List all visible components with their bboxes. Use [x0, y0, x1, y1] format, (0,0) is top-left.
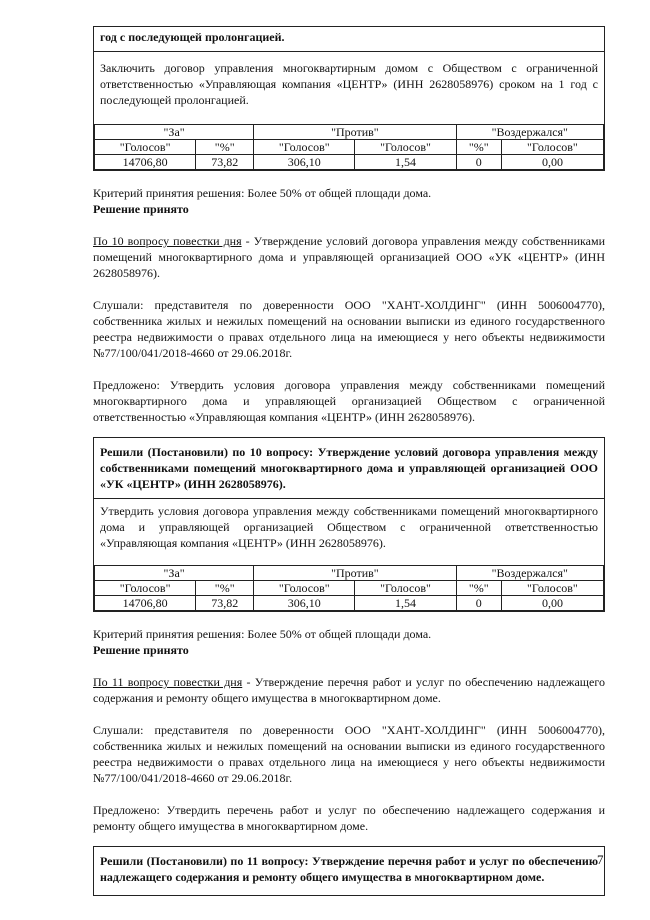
vote-value: 14706,80 [95, 596, 196, 611]
vote-group-abstain: "Воздержался" [456, 125, 603, 140]
vote-table-q9 [94, 124, 604, 170]
document-page [93, 26, 605, 896]
agenda-lead-q10: По 10 вопросу повестки дня [93, 234, 242, 248]
proposed-q11: Предложено: Утвердить перечень работ и услуг по обеспечению надлежащего содержания и ремонту общего имущества в многоквартирном доме. [93, 803, 605, 833]
vote-value: 73,82 [196, 596, 254, 611]
vote-subheader: "Голосов" [95, 140, 196, 155]
resolution-heading-q9: год с последующей пролонгацией. [100, 30, 285, 44]
vote-group-abstain: "Воздержался" [456, 566, 603, 581]
decision-q10: Решение принято [93, 643, 189, 657]
vote-subheader: "%" [196, 140, 254, 155]
resolution-box-q11 [93, 846, 605, 896]
heard-q11: Слушали: представителя по доверенности ООО "ХАНТ-ХОЛДИНГ" (ИНН 5006004770), собственника жилых и нежилых помещений на основании выписки из единого государственного реестра недвижимости о правах отдельного лица на имеющиеся у него объекты недвижимости №77/100/041/2018-4660 от 29.06.2018г. [93, 723, 605, 785]
agenda-text-q10: - Утверждение условий договора управления между собственниками помещений многоквартирного дома и управляющей организацией ООО «УК «ЦЕНТР» (ИНН 2628058976). [93, 234, 605, 280]
vote-subheader: "%" [456, 140, 501, 155]
vote-subheader: "Голосов" [355, 140, 456, 155]
vote-table-q10 [94, 565, 604, 611]
vote-value: 14706,80 [95, 155, 196, 170]
vote-group-for: "За" [95, 125, 254, 140]
agenda-lead-q11: По 11 вопросу повестки дня [93, 675, 243, 689]
vote-value: 0,00 [501, 155, 603, 170]
heard-q10: Слушали: представителя по доверенности ООО "ХАНТ-ХОЛДИНГ" (ИНН 5006004770), собственника жилых и нежилых помещений на основании выписки из единого государственного реестра недвижимости о правах отдельного лица на имеющиеся у него объекты недвижимости №77/100/041/2018-4660 от 29.06.2018г. [93, 298, 605, 360]
vote-value: 1,54 [355, 155, 456, 170]
vote-subheader: "Голосов" [501, 140, 603, 155]
vote-value: 1,54 [355, 596, 456, 611]
vote-value: 306,10 [254, 596, 355, 611]
resolution-text-q10: Утвердить условия договора управления между собственниками помещений многоквартирного дома и управляющей организацией Обществом с ограниченной ответственностью «Управляющая компания «ЦЕНТР» (ИНН 2628058976). [100, 504, 598, 550]
vote-subheader: "Голосов" [501, 581, 603, 596]
vote-subheader: "%" [196, 581, 254, 596]
vote-subheader: "Голосов" [254, 140, 355, 155]
resolution-box-q9 [93, 26, 605, 171]
resolution-text-q9: Заключить договор управления многоквартирным домом с Обществом с ограниченной ответственностью «Управляющая компания «ЦЕНТР» (ИНН 2628058976) сроком на 1 год с последующей пролонгацией. [100, 61, 598, 107]
proposed-q10: Предложено: Утвердить условия договора управления между собственниками помещений многоквартирного дома и управляющей организацией Обществом с ограниченной ответственностью «Управляющая компания «ЦЕНТР» (ИНН 2628058976). [93, 378, 605, 424]
agenda-item-q10 [93, 233, 605, 281]
resolution-heading-q11: Решили (Постановили) по 11 вопросу: Утверждение перечня работ и услуг по обеспечению надлежащего содержания и ремонту общего имущества в многоквартирном доме. [100, 854, 598, 884]
agenda-item-q11 [93, 674, 605, 706]
vote-value: 0,00 [501, 596, 603, 611]
vote-subheader: "Голосов" [355, 581, 456, 596]
vote-group-against: "Против" [254, 125, 456, 140]
vote-value: 306,10 [254, 155, 355, 170]
vote-value: 73,82 [196, 155, 254, 170]
vote-group-against: "Против" [254, 566, 456, 581]
page-number: 7 [597, 852, 604, 867]
criterion-q10: Критерий принятия решения: Более 50% от общей площади дома. [93, 627, 432, 641]
vote-subheader: "%" [456, 581, 501, 596]
vote-subheader: "Голосов" [254, 581, 355, 596]
vote-value: 0 [456, 155, 501, 170]
agenda-text-q11: - Утверждение перечня работ и услуг по обеспечению надлежащего содержания и ремонту общего имущества в многоквартирном доме. [93, 675, 605, 705]
vote-subheader: "Голосов" [95, 581, 196, 596]
resolution-box-q10 [93, 437, 605, 612]
decision-q9: Решение принято [93, 202, 189, 216]
vote-value: 0 [456, 596, 501, 611]
resolution-heading-q10: Решили (Постановили) по 10 вопросу: Утверждение условий договора управления между собственниками помещений многоквартирного дома и управляющей организацией ООО «УК «ЦЕНТР» (ИНН 2628058976). [100, 445, 598, 491]
vote-group-for: "За" [95, 566, 254, 581]
criterion-q9: Критерий принятия решения: Более 50% от общей площади дома. [93, 186, 432, 200]
